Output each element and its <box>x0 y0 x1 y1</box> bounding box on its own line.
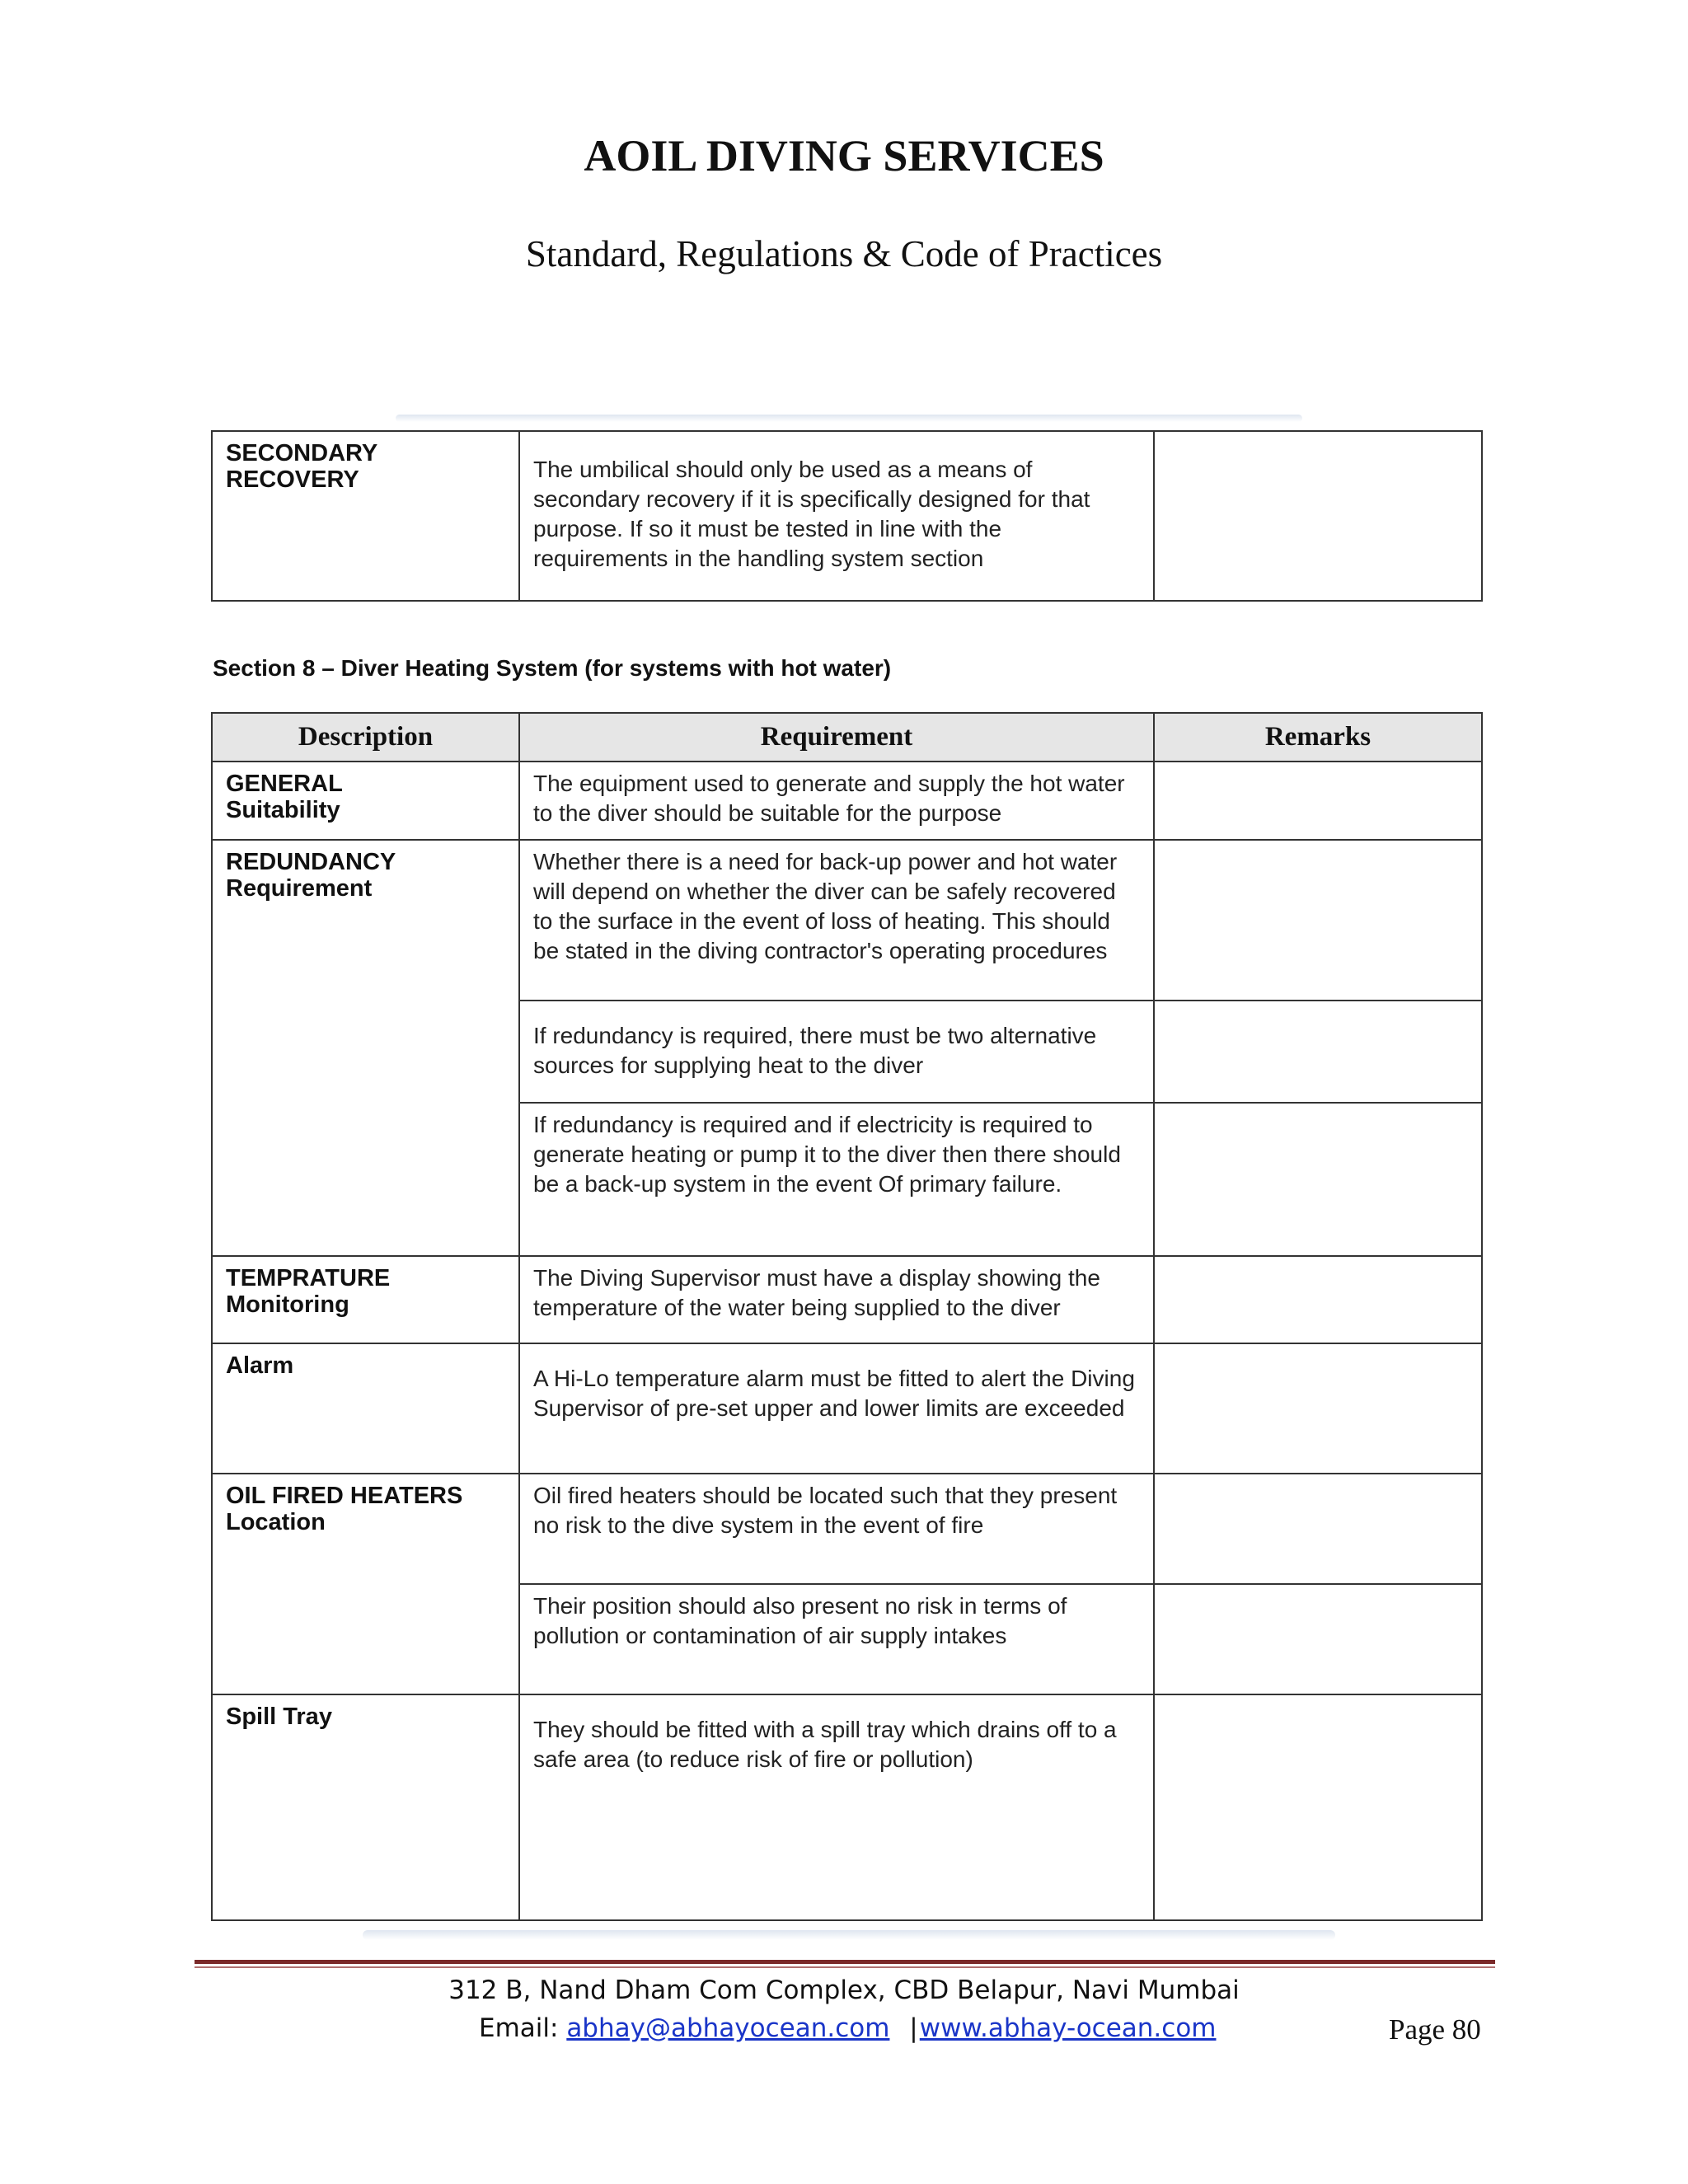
page-number: Page 80 <box>1389 2013 1481 2046</box>
requirement-cell <box>519 431 1154 601</box>
footer-divider <box>195 1960 1495 1964</box>
remarks-cell <box>1154 431 1482 601</box>
website-link[interactable]: www.abhay-ocean.com <box>919 2013 1217 2043</box>
remarks-cell <box>1154 1001 1482 1103</box>
footer-separator: | <box>909 2013 918 2043</box>
requirement-text: The equipment used to generate and supply the hot water to the diver should be suitable for the purpose <box>533 771 1125 826</box>
requirement-cell <box>519 840 1154 1001</box>
description-header: Description <box>212 713 519 762</box>
requirement-cell <box>519 1474 1154 1584</box>
description-subtitle: Suitability <box>226 797 340 823</box>
diver-heating-table <box>211 712 1483 1921</box>
remarks-cell <box>1154 1694 1482 1920</box>
requirement-header: Requirement <box>519 713 1154 762</box>
description-title: REDUNDANCY <box>226 849 396 875</box>
description-cell <box>212 840 519 1256</box>
description-title: GENERAL <box>226 771 343 797</box>
email-link[interactable]: abhay@abhayocean.com <box>566 2013 890 2043</box>
secondary-recovery-table <box>211 430 1483 602</box>
table-row <box>212 762 1482 840</box>
description-subtitle: RECOVERY <box>226 466 359 493</box>
requirement-text: They should be fitted with a spill tray which drains off to a safe area (to reduce risk of fire or pollution) <box>533 1717 1117 1772</box>
remarks-cell <box>1154 1474 1482 1584</box>
requirement-cell <box>519 1001 1154 1103</box>
table-row <box>212 1474 1482 1584</box>
requirement-text: The Diving Supervisor must have a display showing the temperature of the water being supplied to the diver <box>533 1265 1100 1320</box>
table-row <box>212 431 1482 601</box>
table-row <box>212 1694 1482 1920</box>
remarks-cell <box>1154 762 1482 840</box>
requirement-text: A Hi-Lo temperature alarm must be fitted to alert the Diving Supervisor of pre-set upper and lower limits are exceeded <box>533 1366 1135 1421</box>
description-title: SECONDARY <box>226 440 378 466</box>
requirement-text: Whether there is a need for back-up power and hot water will depend on whether the diver can be safely recovered to the surface in the event of loss of heating. This should be stated in the diving contractor's operating procedures <box>533 849 1118 963</box>
description-title: Spill Tray <box>226 1704 332 1730</box>
header-row <box>212 713 1482 762</box>
table-shadow-bottom <box>363 1930 1335 1940</box>
description-subtitle: Requirement <box>226 875 373 902</box>
remarks-cell <box>1154 1103 1482 1256</box>
description-cell <box>212 1694 519 1920</box>
table-row <box>212 840 1482 1001</box>
table-shadow-top <box>396 415 1302 422</box>
footer-divider-thin <box>195 1966 1495 1968</box>
requirement-cell <box>519 1103 1154 1256</box>
description-subtitle: Monitoring <box>226 1291 349 1318</box>
requirement-text: The umbilical should only be used as a means of secondary recovery if it is specifically designed for that purpose. If so it must be tested in line with the requirements in the handling system section <box>533 457 1090 571</box>
footer-address: 312 B, Nand Dham Com Complex, CBD Belapur, Navi Mumbai <box>448 1975 1240 2005</box>
description-title: Alarm <box>226 1352 294 1379</box>
description-cell <box>212 1474 519 1694</box>
description-cell <box>212 1343 519 1474</box>
description-subtitle: Location <box>226 1509 326 1535</box>
email-label: Email: <box>479 2013 567 2043</box>
remarks-header: Remarks <box>1154 713 1482 762</box>
requirement-text: If redundancy is required and if electricity is required to generate heating or pump it to the diver then there should be a back-up system in the event Of primary failure. <box>533 1112 1121 1197</box>
requirement-cell <box>519 1256 1154 1343</box>
description-cell <box>212 1256 519 1343</box>
table-row <box>212 1256 1482 1343</box>
requirement-text: Oil fired heaters should be located such that they present no risk to the dive system in the event of fire <box>533 1483 1118 1538</box>
footer-contact <box>479 2013 1217 2043</box>
table-row <box>212 1343 1482 1474</box>
remarks-cell <box>1154 1584 1482 1694</box>
requirement-cell <box>519 1584 1154 1694</box>
description-cell <box>212 431 519 601</box>
remarks-cell <box>1154 1256 1482 1343</box>
requirement-text: If redundancy is required, there must be two alternative sources for supplying heat to the diver <box>533 1023 1097 1078</box>
remarks-cell <box>1154 840 1482 1001</box>
requirement-cell <box>519 1343 1154 1474</box>
requirement-cell <box>519 762 1154 840</box>
document-subtitle: Standard, Regulations & Code of Practices <box>525 233 1163 274</box>
description-title: OIL FIRED HEATERS <box>226 1483 463 1509</box>
description-cell <box>212 762 519 840</box>
description-title: TEMPRATURE <box>226 1265 391 1291</box>
requirement-text: Their position should also present no risk in terms of pollution or contamination of air supply intakes <box>533 1593 1067 1648</box>
section-heading: Section 8 – Diver Heating System (for systems with hot water) <box>213 655 892 681</box>
remarks-cell <box>1154 1343 1482 1474</box>
document-title: AOIL DIVING SERVICES <box>584 131 1104 180</box>
requirement-cell <box>519 1694 1154 1920</box>
